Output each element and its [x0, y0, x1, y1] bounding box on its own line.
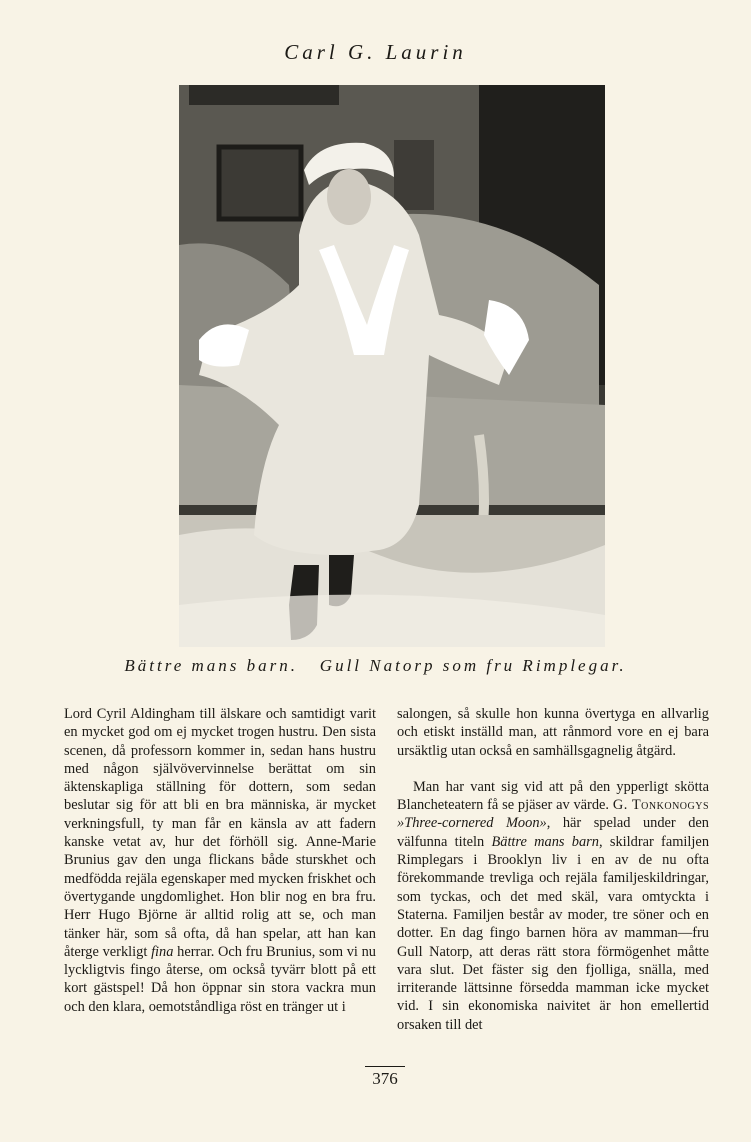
left-paragraph: Lord Cyril Aldingham till älskare och samtidigt varit en mycket god om ej mycket trogen hustru. Den sista scenen, då professorn kommer in, sedan hans hustru med någon självövervinnelse berättat om sin äktenskapliga ställning för dottern, som sedan beslutar sig för att bli en bra människa, är mycket verkningsfull, ty man får en känsla av att fadern kanske vetat av, hur det förhöll sig. Anne-Marie Brunius gav den unga flickans både sturskhet och medfödda rejäla egenskaper med mycken friskhet och övertygande ungdomlighet. Hon blir nog en bra fru. Herr Hugo Björne är alltid rolig att se, och man tänker här, som så ofta, då han spelar, att han kan återge verkligt fina herrar. Och fru Brunius, som vi nu lyckligtvis fingo återse, om också tyvärr blott på ett kort gästspel! Då hon öppnar sin stora vackra mun och den klara, oemotståndliga röst en tränger ut i — [64, 706, 377, 1015]
right-column — [397, 705, 709, 1034]
photo-caption — [0, 656, 751, 676]
play-original-title: »Three-cornered Moon» — [397, 815, 547, 832]
right-paragraph-review: Man har vant sig vid att på den ypperligt skötta Blancheteatern få se pjäser av värde. G. Tonkonogys »Three-cornered Moon», här spelad under den välfunna titeln Bättre mans barn, skildrar familjen Rimplegars i Brooklyn liv i en av de nu ofta förekommande trevliga och rejäla familjeskildringar, som tyckas, och det med skäl, vara omtyckta i Staterna. Familjen består av moder, tre söner och en dotter. En dag fingo barnen höra av mamman—fru Gull Natorp, att deras rätt stora förmögenhet måtte vara slut. Det fäster sig den fjolliga, snälla, med irriterande lättsinne försedda mamman icke mycket vid. I sin ekonomiska naivitet är hon emellertid orsaken till det — [397, 778, 710, 1033]
page-number: 376 — [365, 1066, 405, 1089]
right-paragraph-continued: salongen, så skulle hon kunna övertyga en allvarlig och etiskt inställd man, att rånmord vore en ej bara ursäktlig utan också en samhällsgagnelig åtgärd. — [397, 706, 709, 759]
photo-illustration — [179, 85, 605, 647]
caption-actress: Gull Natorp som fru Rimplegar. — [319, 656, 627, 675]
emphasis-fina: fina — [151, 943, 174, 960]
author-name: G. Tonkonogys — [612, 797, 710, 814]
left-column — [64, 705, 376, 1016]
running-head: Carl G. Laurin — [284, 40, 467, 64]
caption-play-title: Bättre mans barn. — [124, 656, 299, 675]
photograph — [179, 85, 605, 647]
play-swedish-title: Bättre mans barn — [491, 833, 599, 850]
